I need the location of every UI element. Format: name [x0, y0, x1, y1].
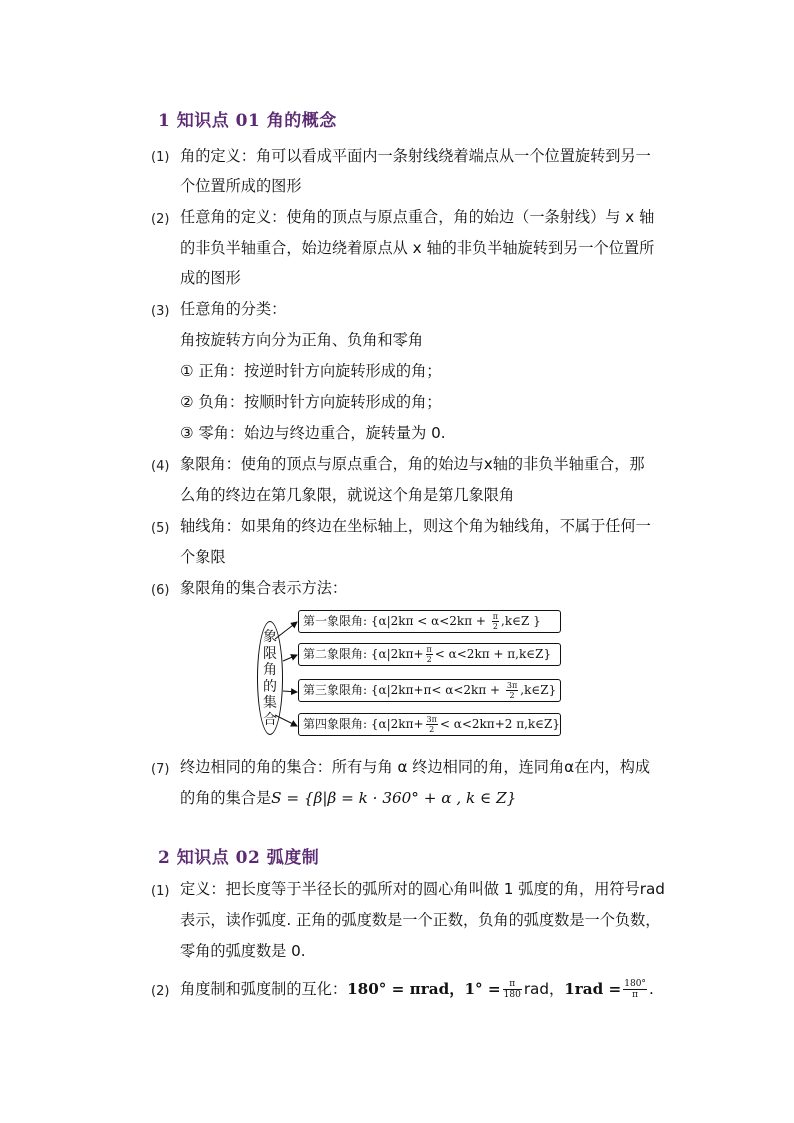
item-text-line: 么角的终边在第几象限，就说这个角是第几象限角	[180, 486, 515, 504]
item-text-line: 角按旋转方向分为正角、负角和零角	[180, 331, 423, 349]
item-text-line	[180, 788, 516, 808]
box-label: 第四象限角:	[303, 717, 368, 731]
item-number: (4)	[151, 459, 170, 474]
item-number: (5)	[151, 521, 170, 536]
box-formula-post: < α<2kπ+2 π,k∈Z}	[439, 717, 561, 731]
box-formula-post: ,k∈Z }	[501, 614, 541, 628]
fraction-denominator: 2	[492, 622, 498, 631]
arrow-line	[283, 691, 297, 692]
fraction	[623, 979, 647, 1000]
section-1-heading: 1 知识点 01 角的概念	[158, 111, 337, 131]
fraction	[492, 612, 499, 631]
box-label: 第一象限角:	[303, 614, 368, 628]
item-text-line: 零角的弧度数是 0.	[180, 942, 306, 960]
box-label: 第二象限角:	[303, 647, 368, 661]
item-text-line: 定义：把长度等于半径长的弧所对的圆心角叫做 1 弧度的角，用符号rad	[180, 880, 665, 898]
fraction	[506, 681, 518, 700]
set-intro-text: 的角的集合是	[180, 789, 272, 807]
conversion-one-rad-post: .	[648, 980, 654, 998]
set-label-char: 角	[263, 662, 277, 678]
quadrant-1-box	[298, 610, 561, 633]
conversion-one-rad-pre: 1rad =	[564, 980, 622, 998]
item-number: (2)	[151, 212, 170, 227]
conversion-one-degree-pre: 1° =	[464, 980, 501, 998]
fraction-denominator: π	[623, 989, 647, 1000]
set-label-char: 集	[263, 695, 277, 711]
fraction-denominator: 2	[426, 724, 438, 734]
item-text-line: 轴线角：如果角的终边在坐标轴上，则这个角为轴线角，不属于任何一	[180, 517, 651, 535]
item-number: (1)	[151, 884, 170, 899]
box-formula-pre: {α|2kπ+	[370, 717, 424, 731]
item-text-line: 的非负半轴重合，始边绕着原点从 x 轴的非负半轴旋转到另一个位置所	[180, 239, 655, 257]
fraction-numerator: π	[426, 645, 432, 654]
fraction-denominator: 2	[506, 690, 518, 700]
set-label-char: 合	[263, 711, 277, 728]
fraction	[426, 645, 433, 664]
item-text-line: 终边相同的角的集合：所有与角 α 终边相同的角，连同角α在内，构成	[180, 758, 651, 776]
item-text-line: ③ 零角：始边与终边重合，旋转量为 0.	[180, 424, 446, 442]
fraction-numerator: π	[492, 612, 499, 621]
item-number: (2)	[151, 984, 170, 999]
item-text-line: 成的图形	[180, 269, 241, 287]
quadrant-2-box	[298, 643, 561, 666]
set-label-char: 限	[263, 645, 277, 662]
set-label-char: 的	[263, 678, 277, 695]
box-formula-pre: {α|2kπ < α<2kπ +	[370, 614, 490, 628]
fraction-numerator: 3π	[426, 715, 437, 724]
item-text-line: 任意角的定义：使角的顶点与原点重合，角的始边（一条射线）与 x 轴	[180, 208, 655, 226]
box-formula-post: ,k∈Z}	[520, 683, 557, 697]
item-text-line	[180, 979, 654, 1000]
item-number: (6)	[151, 583, 170, 598]
fraction-denominator: 2	[426, 655, 432, 664]
fraction	[503, 979, 522, 1000]
set-label-vertical	[261, 629, 279, 728]
item-text-line: ① 正角：按逆时针方向旋转形成的角；	[180, 362, 442, 380]
box-formula-pre: {α|2kπ+	[370, 647, 424, 661]
item-text-line: 个位置所成的图形	[180, 177, 302, 195]
fraction-numerator: 3π	[506, 681, 518, 690]
box-formula-post: < α<2kπ + π,k∈Z}	[434, 647, 552, 661]
set-label-char: 象	[263, 629, 277, 645]
item-text-line: 个象限	[180, 548, 226, 566]
conversion-one-degree-post: rad，	[523, 980, 565, 998]
item-text-line: 角的定义：角可以看成平面内一条射线绕着端点从一个位置旋转到另一	[180, 147, 651, 165]
item-number: (1)	[151, 150, 170, 165]
section-2-heading: 2 知识点 02 弧度制	[158, 848, 320, 868]
arrow-line	[283, 655, 297, 661]
conversion-degree-to-rad: 180° = πrad，	[347, 980, 465, 998]
fraction-numerator: 180°	[624, 979, 646, 989]
item-text-line: 象限角的集合表示方法：	[180, 579, 348, 597]
fraction-denominator: 180	[503, 990, 521, 1000]
set-formula: S = {β|β = k · 360° + α , k ∈ Z}	[271, 789, 517, 807]
fraction	[426, 715, 438, 734]
box-formula-pre: {α|2kπ+π< α<2kπ +	[370, 683, 504, 697]
quadrant-3-box	[298, 679, 561, 702]
box-label: 第三象限角:	[303, 683, 368, 697]
fraction-numerator: π	[509, 979, 516, 989]
conversion-intro: 角度制和弧度制的互化：	[180, 980, 348, 998]
quadrant-4-box	[298, 713, 561, 736]
item-text-line: ② 负角：按顺时针方向旋转形成的角；	[180, 393, 442, 411]
item-number: (7)	[151, 762, 170, 777]
item-text-line: 任意角的分类：	[180, 300, 287, 318]
item-text-line: 象限角：使角的顶点与原点重合，角的始边与x轴的非负半轴重合，那	[180, 455, 645, 473]
quadrant-set-diagram	[255, 605, 575, 745]
item-text-line: 表示，读作弧度. 正角的弧度数是一个正数，负角的弧度数是一个负数，	[180, 911, 661, 929]
item-number: (3)	[151, 304, 170, 319]
